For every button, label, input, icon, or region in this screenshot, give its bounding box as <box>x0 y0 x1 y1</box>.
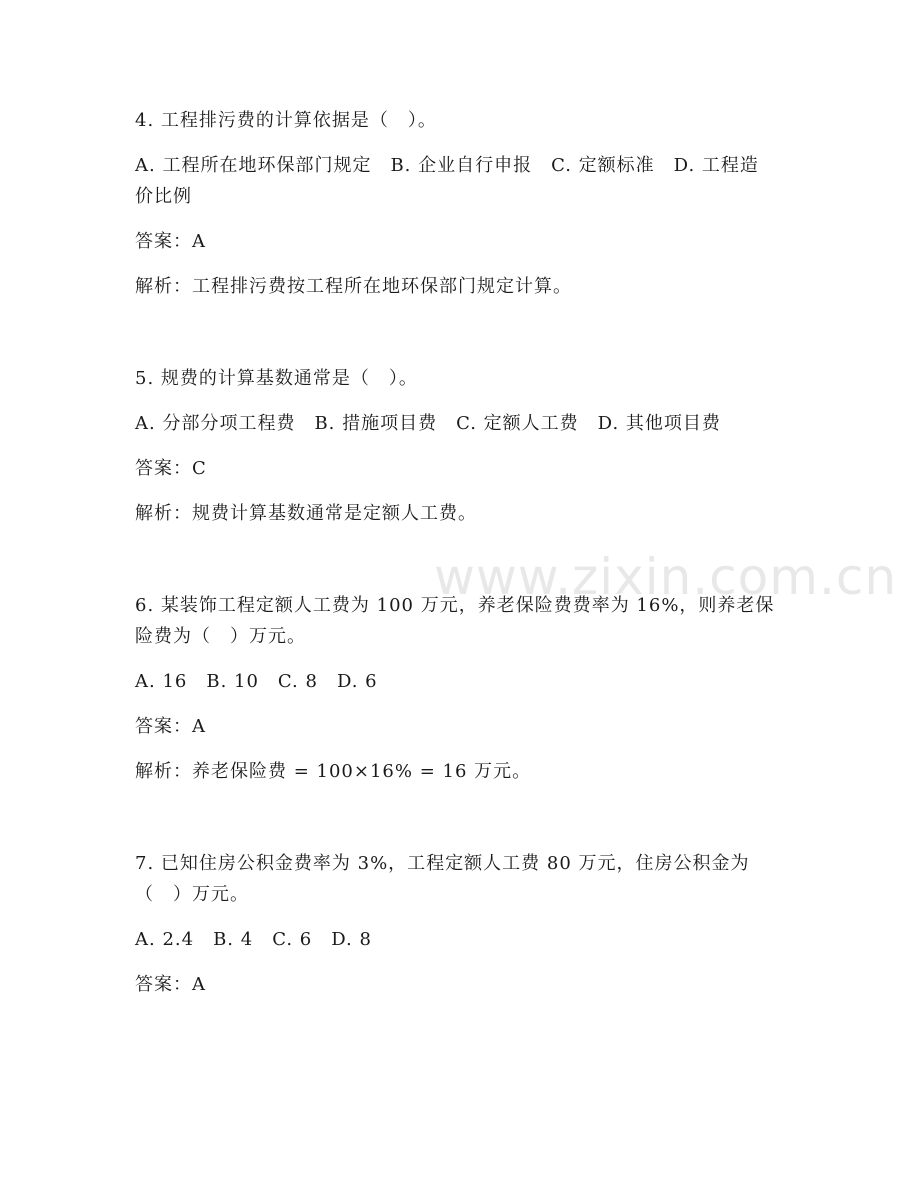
question-answer: 答案：A <box>135 716 206 737</box>
question-answer: 答案：A <box>135 231 206 252</box>
watermark-logo: www.zixin.com.cn <box>434 548 898 606</box>
question-stem: 6. 某装饰工程定额人工费为 100 万元，养老保险费费率为 16%，则养老保险费为（ ）万元。 <box>135 595 775 647</box>
question-7 <box>135 848 775 1000</box>
question-analysis: 解析：工程排污费按工程所在地环保部门规定计算。 <box>135 276 572 297</box>
question-stem: 4. 工程排污费的计算依据是（ ）。 <box>135 110 437 131</box>
question-5 <box>135 363 775 529</box>
question-answer: 答案：A <box>135 974 206 995</box>
question-analysis: 解析：养老保险费 = 100×16% = 16 万元。 <box>135 761 532 782</box>
question-stem: 7. 已知住房公积金费率为 3%，工程定额人工费 80 万元，住房公积金为（ ）万元。 <box>135 853 750 905</box>
question-options: A. 工程所在地环保部门规定 B. 企业自行申报 C. 定额标准 D. 工程造价比例 <box>135 155 759 207</box>
question-options: A. 2.4 B. 4 C. 6 D. 8 <box>135 929 372 950</box>
question-4 <box>135 105 775 302</box>
question-options: A. 16 B. 10 C. 8 D. 6 <box>135 671 378 692</box>
question-answer: 答案：C <box>135 458 207 479</box>
question-6 <box>135 590 775 787</box>
question-options: A. 分部分项工程费 B. 措施项目费 C. 定额人工费 D. 其他项目费 <box>135 413 721 434</box>
question-stem: 5. 规费的计算基数通常是（ ）。 <box>135 368 418 389</box>
question-analysis: 解析：规费计算基数通常是定额人工费。 <box>135 503 477 524</box>
